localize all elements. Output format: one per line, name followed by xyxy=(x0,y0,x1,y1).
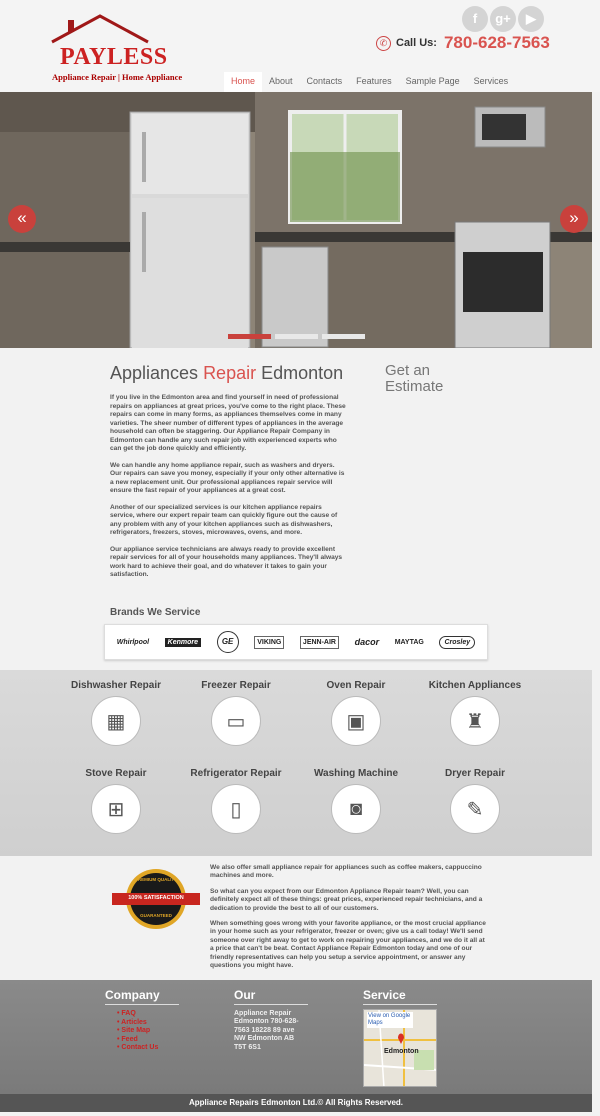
youtube-icon[interactable]: ▶ xyxy=(518,6,544,32)
service-dishwasher[interactable] xyxy=(46,680,186,746)
footer-link-faq[interactable]: • FAQ xyxy=(117,1010,158,1019)
badge-line-3: GUARANTEED xyxy=(140,913,172,918)
service-freezer[interactable] xyxy=(166,680,306,746)
brand-kenmore: Kenmore xyxy=(165,638,201,647)
slider-dot-2[interactable] xyxy=(275,334,318,339)
dishwasher-icon: ▦ xyxy=(91,696,141,746)
washing-machine-icon: ◙ xyxy=(331,784,381,834)
service-name: Washing Machine xyxy=(313,768,399,779)
service-name: Dryer Repair xyxy=(444,768,506,779)
footer xyxy=(0,980,592,1094)
freezer-icon: ▭ xyxy=(211,696,261,746)
nav-about[interactable]: About xyxy=(269,76,293,86)
intro-paragraph-1: If you live in the Edmonton area and find yourself in need of professional repairs on appliances at great prices, you've come to the right place. These repairs can come in many forms, as appliances themselves come in many varieties. The sheer number of different types of appliances in the average household can often be staggering. Our Appliance Repair Company in Edmonton can handle any such repair job with experienced experts who can get the job done quickly and efficiently. xyxy=(110,394,346,452)
service-name: Oven Repair xyxy=(326,680,386,691)
title-part-3: Edmonton xyxy=(256,363,344,383)
guarantee-paragraph-3: When something goes wrong with your favorite appliance, or the most crucial appliance in your home such as your refrigerator, freezer or oven; give us a call today! We'll send someone over right away to get to work on repairing your appliances, and we do it all at a price that can't be beat. Contact Appliance Repair Edmonton today and one of our friendly representatives can help you setup a service appointment, or answer any questions you might have. xyxy=(210,920,486,970)
google-plus-icon[interactable]: g+ xyxy=(490,6,516,32)
intro-paragraph-4: Our appliance service technicians are always ready to provide excellent repair services for all of your households many appliances. They'll always work hard to achieve their goal, and do whatever it takes to gain your satisfaction. xyxy=(110,545,343,578)
brand-maytag: MAYTAG xyxy=(394,638,424,646)
guarantee-text xyxy=(210,864,488,977)
hero-slider xyxy=(0,92,592,348)
service-name: Stove Repair xyxy=(85,768,147,779)
services-grid xyxy=(0,670,592,856)
footer-link-feed[interactable]: • Feed xyxy=(117,1036,158,1045)
brands-strip xyxy=(104,624,488,660)
title-part-2: Repair xyxy=(203,363,257,383)
badge-line-2: 100% SATISFACTION xyxy=(128,895,184,901)
logo[interactable] xyxy=(50,14,183,86)
kitchen-photo xyxy=(0,92,592,348)
call-us xyxy=(376,33,550,53)
screwdriver-icon: ✎ xyxy=(450,784,500,834)
footer-links xyxy=(117,1010,158,1053)
brand-viking: VIKING xyxy=(254,636,284,649)
brand-ge: GE xyxy=(217,631,239,653)
refrigerator-icon: ▯ xyxy=(211,784,261,834)
footer-service-title: Service xyxy=(363,988,437,1005)
guarantee-paragraph-1: We also offer small appliance repair for appliances such as coffee makers, cappuccino machines and more. xyxy=(210,864,482,880)
oven-icon: ▣ xyxy=(331,696,381,746)
intro-paragraph-3: Another of our specialized services is our kitchen appliance repairs service, where our expert repair team can quickly figure out the cause of any problem with any of your kitchen appliances such as dishwashers, refrigerators, freezers, stoves, microwaves, ovens, and more. xyxy=(110,503,338,536)
main-nav xyxy=(224,72,515,92)
intro-text xyxy=(110,394,348,588)
nav-home[interactable]: Home xyxy=(224,72,262,92)
guarantee-paragraph-2: So what can you expect from our Edmonton Appliance Repair team? Well, you can definitely expect all of these things: great prices, experienced repair technicians, and a dedication to provide the best to all of our customers. xyxy=(210,887,483,912)
service-name: Freezer Repair xyxy=(201,680,271,691)
phone-number[interactable]: 780-628-7563 xyxy=(443,33,550,52)
facebook-icon[interactable]: f xyxy=(462,6,488,32)
service-kitchen-appliances[interactable] xyxy=(405,680,545,746)
brand-crosley: Crosley xyxy=(439,636,475,649)
map-link[interactable]: View on Google Maps xyxy=(367,1012,413,1028)
satisfaction-badge xyxy=(112,867,200,931)
service-name: Kitchen Appliances xyxy=(428,680,522,691)
slider-dot-3[interactable] xyxy=(322,334,365,339)
phone-icon: ✆ xyxy=(376,36,391,51)
footer-link-contact-us[interactable]: • Contact Us xyxy=(117,1044,158,1053)
slider-next-button[interactable]: » xyxy=(560,205,588,233)
intro-paragraph-2: We can handle any home appliance repair, such as washers and dryers. Our repairs can save you money, especially if your only other alternative is a new replacement unit. Our professional appliances repair service will ensure the fast repair of your appliances at a great cost. xyxy=(110,461,345,494)
stove-icon: ⊞ xyxy=(91,784,141,834)
copyright: Appliance Repairs Edmonton Ltd.© All Rights Reserved. xyxy=(0,1094,592,1112)
footer-link-articles[interactable]: • Articles xyxy=(117,1019,158,1028)
slider-dot-1[interactable] xyxy=(228,334,271,339)
nav-features[interactable]: Features xyxy=(356,76,392,86)
slider-prev-button[interactable]: « xyxy=(8,205,36,233)
service-refrigerator[interactable] xyxy=(166,768,306,834)
nav-contacts[interactable]: Contacts xyxy=(306,76,343,86)
nav-sample-page[interactable]: Sample Page xyxy=(405,76,460,86)
google-map[interactable] xyxy=(363,1009,437,1087)
page-title xyxy=(110,363,343,384)
logo-name: PAYLESS xyxy=(60,44,168,70)
coffee-grinder-icon: ♜ xyxy=(450,696,500,746)
service-name: Refrigerator Repair xyxy=(190,768,282,779)
map-city-label: Edmonton xyxy=(384,1048,419,1055)
footer-address: Appliance Repair Edmonton 780-628-7563 18228 89 ave NW Edmonton AB T5T 6S1 xyxy=(234,1010,299,1051)
service-dryer[interactable] xyxy=(405,768,545,834)
brand-jenn-air: JENN-AIR xyxy=(300,636,339,649)
get-estimate[interactable] xyxy=(385,363,443,395)
footer-link-site-map[interactable]: • Site Map xyxy=(117,1027,158,1036)
footer-company-title: Company xyxy=(105,988,179,1005)
brand-dacor: dacor xyxy=(354,637,380,647)
logo-tagline: Appliance Repair | Home Appliance xyxy=(52,72,183,82)
estimate-line-1: Get an xyxy=(385,362,431,379)
brands-title: Brands We Service xyxy=(110,607,201,618)
service-name: Dishwasher Repair xyxy=(70,680,162,691)
estimate-line-2: Estimate xyxy=(385,378,444,395)
brand-whirlpool: Whirlpool xyxy=(116,638,150,646)
header xyxy=(0,0,600,92)
footer-our-title: Our xyxy=(234,988,308,1005)
badge-line-1: PREMIUM QUALITY xyxy=(134,877,178,882)
title-part-1: Appliances xyxy=(110,363,204,383)
service-stove[interactable] xyxy=(46,768,186,834)
call-label: Call Us: xyxy=(396,37,437,49)
nav-services[interactable]: Services xyxy=(473,76,509,86)
